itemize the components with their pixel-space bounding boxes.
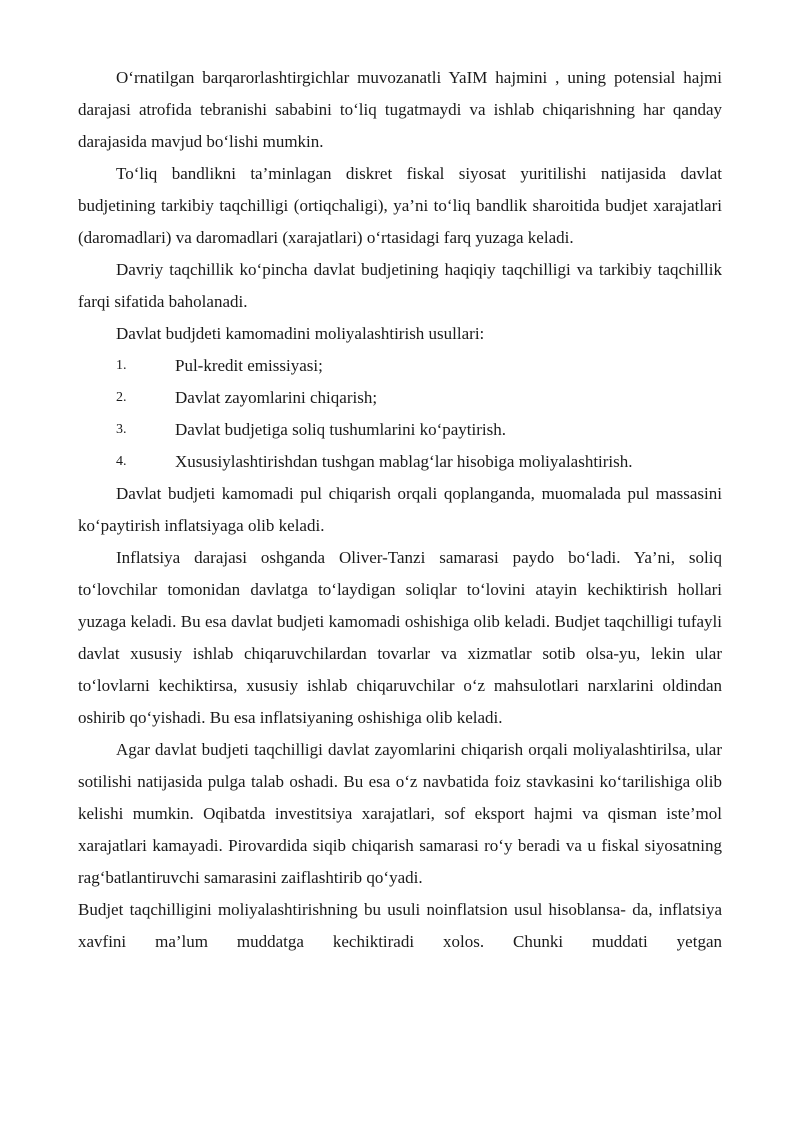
list-item [78,350,722,382]
paragraph-government-bonds: Agar davlat budjeti taqchilligi davlat zayomlarini chiqarish orqali moliyalashtirilsa, ular sotilishi natijasida pulga talab oshadi. Bu esa o‘z navbatida foiz stavkasini ko‘tarilishiga olib kelishi mumkin. Oqibatda investitsiya xarajatlari, sof eksport hajmi va qisman iste’mol xarajatlari kamayadi. Pirovardida siqib chiqarish samarasi ro‘y beradi va u fiskal siyosatning rag‘batlantiruvchi samarasini zaiflashtirib qo‘yadi. [78,740,722,887]
paragraph-stabilizers: O‘rnatilgan barqarorlashtirgichlar muvozanatli YaIM hajmini , uning potensial hajmi darajasi atrofida tebranishi sababini to‘liq tugatmaydi va ishlab chiqarishning har qanday darajasida mavjud bo‘lishi mumkin. [78,68,722,151]
list-item-number: 2. [116,390,127,405]
list-item-number: 1. [116,358,127,373]
paragraph-noninflationary-method: Budjet taqchilligini moliyalashtirishning bu usuli noinflatsion usul hisoblansa- da, inflatsiya xavfini ma’lum muddatga kechiktiradi xolos. Chunki muddati yetgan [78,900,722,951]
paragraph-cyclical-deficit: Davriy taqchillik ko‘pincha davlat budjetining haqiqiy taqchilligi va tarkibiy taqchillik farqi sifatida baholanadi. [78,260,722,311]
paragraph-financing-methods-heading: Davlat budjdeti kamomadini moliyalashtirish usullari: [116,324,485,343]
paragraph-oliver-tanzi: Inflatsiya darajasi oshganda Oliver-Tanzi samarasi paydo bo‘ladi. Ya’ni, soliq to‘lovchilar tomonidan davlatga to‘laydigan soliqlar to‘lovini atayin kechiktirish hollari yuzaga keladi. Bu esa davlat budjeti kamomadi oshishiga olib keladi. Budjet taqchilligi tufayli davlat xususiy ishlab chiqaruvchilardan tovarlar va xizmatlar sotib olsa-yu, lekin ular to‘lovlarni kechiktirsa, xususiy ishlab chiqaruvchilar o‘z mahsulotlari narxlarini oldindan oshirib qo‘yishadi. Bu esa inflatsiyaning oshishiga olib keladi. [78,548,722,727]
list-item-text: Pul-kredit emissiyasi; [175,356,323,375]
list-item-number: 3. [116,422,127,437]
financing-methods-list [78,350,722,478]
list-item-text: Davlat budjetiga soliq tushumlarini ko‘paytirish. [175,420,506,439]
paragraph-money-emission: Davlat budjeti kamomadi pul chiqarish orqali qoplanganda, muomalada pul massasini ko‘paytirish inflatsiyaga olib keladi. [78,484,722,535]
paragraph-structural-deficit: To‘liq bandlikni ta’minlagan diskret fiskal siyosat yuritilishi natijasida davlat budjetining tarkibiy taqchilligi (ortiqchaligi), ya’ni to‘liq bandlik sharoitida budjet xarajatlari (daromadlari) va daromadlari (xarajatlari) o‘rtasidagi farq yuzaga keladi. [78,164,722,247]
list-item-number: 4. [116,454,127,469]
list-item [78,414,722,446]
list-item [78,446,722,478]
list-item-text: Davlat zayomlarini chiqarish; [175,388,378,407]
list-item [78,382,722,414]
list-item-text: Xususiylashtirishdan tushgan mablag‘lar hisobiga moliyalashtirish. [175,452,633,471]
